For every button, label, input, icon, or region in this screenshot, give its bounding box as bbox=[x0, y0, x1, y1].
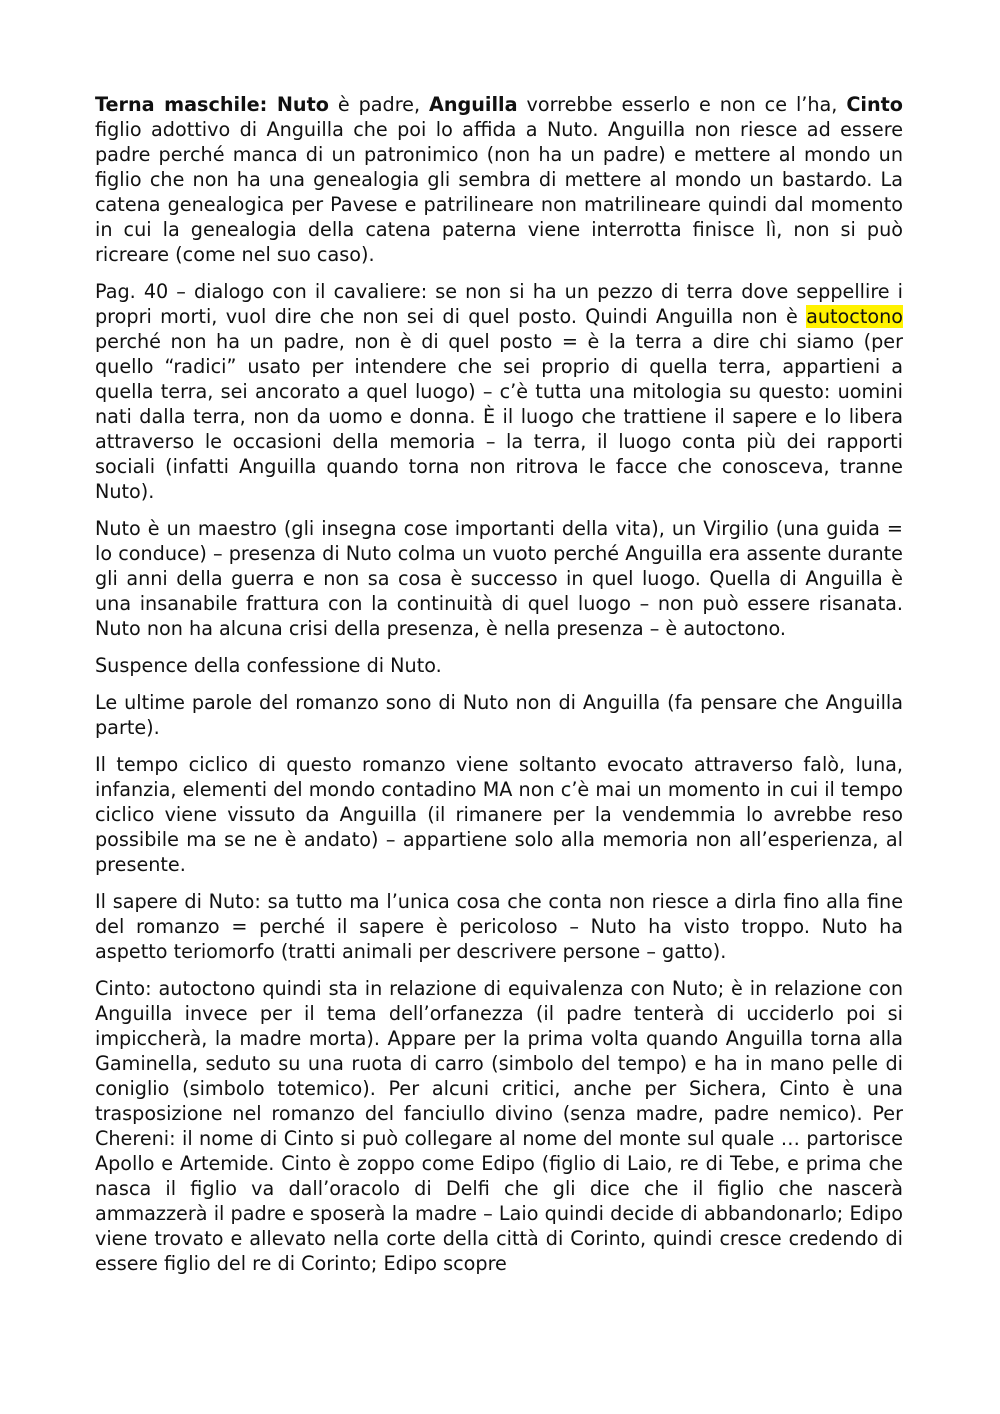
document-page bbox=[95, 92, 903, 1288]
body-text: vorrebbe esserlo e non ce l’ha, bbox=[517, 93, 847, 116]
paragraph-sapere-nuto bbox=[95, 889, 903, 964]
paragraph-tempo-ciclico bbox=[95, 752, 903, 877]
paragraph-ultime-parole bbox=[95, 690, 903, 740]
body-text: Suspence della confessione di Nuto. bbox=[95, 654, 442, 677]
body-text: è padre, bbox=[328, 93, 429, 116]
paragraph-terna-maschile bbox=[95, 92, 903, 267]
body-text: Il tempo ciclico di questo romanzo viene soltanto evocato attraverso falò, luna, infanzia, elementi del mondo contadino MA non c’è mai un momento in cui il tempo ciclico viene vissuto da Anguilla (il rimanere per la vendemmia lo avrebbe reso possibile ma se ne è andato) – appartiene solo alla memoria non all’esperienza, al presente. bbox=[95, 753, 903, 876]
paragraph-pag-40 bbox=[95, 279, 903, 504]
body-text: Pag. 40 – dialogo con il cavaliere: se non si ha un pezzo di terra dove seppellire i propri morti, vuol dire che non sei di quel posto. Quindi Anguilla non è bbox=[95, 280, 903, 328]
paragraph-cinto bbox=[95, 976, 903, 1276]
bold-text: Anguilla bbox=[428, 93, 518, 116]
body-text: figlio adottivo di Anguilla che poi lo affida a Nuto. Anguilla non riesce ad essere padre perché manca di un patronimico (non ha un padre) e mettere al mondo un figlio che non ha una genealogia gli sembra di mettere al mondo un bastardo. La catena genealogica per Pavese e patrilineare non matrilineare quindi dal momento in cui la genealogia della catena paterna viene interrotta finisce lì, non si può ricreare (come nel suo caso). bbox=[95, 118, 903, 266]
bold-text: Cinto bbox=[846, 93, 903, 116]
body-text: Nuto è un maestro (gli insegna cose importanti della vita), un Virgilio (una guida = lo conduce) – presenza di Nuto colma un vuoto perché Anguilla era assente durante gli anni della guerra e non sa cosa è successo in quel luogo. Quella di Anguilla è una insanabile frattura con la continuità di quel luogo – non può essere risanata. Nuto non ha alcuna crisi della presenza, è nella presenza – è autoctono. bbox=[95, 517, 903, 640]
body-text: Cinto: autoctono quindi sta in relazione di equivalenza con Nuto; è in relazione con Anguilla invece per il tema dell’orfanezza (il padre tenterà di ucciderlo poi si impiccherà, la madre morta). Appare per la prima volta quando Anguilla torna alla Gaminella, seduto su una ruota di carro (simbolo del tempo) e ha in mano pelle di coniglio (simbolo totemico). Per alcuni critici, anche per Sichera, Cinto è una trasposizione nel romanzo del fanciullo divino (senza madre, padre nemico). Per Chereni: il nome di Cinto si può collegare al nome del monte sul quale … partorisce Apollo e Artemide. Cinto è zoppo come Edipo (figlio di Laio, re di Tebe, e prima che nasca il figlio va dall’oracolo di Delfi che gli dice che il figlio che nascerà ammazzerà il padre e sposerà la madre – Laio quindi decide di abbandonarlo; Edipo viene trovato e allevato nella corte della città di Corinto, quindi cresce credendo di essere figlio del re di Corinto; Edipo scopre bbox=[95, 977, 903, 1275]
paragraph-suspence bbox=[95, 653, 903, 678]
body-text: Il sapere di Nuto: sa tutto ma l’unica cosa che conta non riesce a dirla fino alla fine del romanzo = perché il sapere è pericoloso – Nuto ha visto troppo. Nuto ha aspetto teriomorfo (tratti animali per descrivere persone – gatto). bbox=[95, 890, 903, 963]
highlighted-text: autoctono bbox=[806, 305, 903, 328]
paragraph-nuto-maestro bbox=[95, 516, 903, 641]
body-text: Le ultime parole del romanzo sono di Nuto non di Anguilla (fa pensare che Anguilla parte). bbox=[95, 691, 903, 739]
bold-text: Terna maschile: Nuto bbox=[95, 93, 329, 116]
body-text: perché non ha un padre, non è di quel posto = è la terra a dire chi siamo (per quello “radici” usato per intendere che sei proprio di quella terra, appartieni a quella terra, sei ancorato a quel luogo) – c’è tutta una mitologia su questo: uomini nati dalla terra, non da uomo e donna. È il luogo che trattiene il sapere e lo libera attraverso le occasioni della memoria – la terra, il luogo conta più dei rapporti sociali (infatti Anguilla quando torna non ritrova le facce che conosceva, tranne Nuto). bbox=[95, 330, 903, 503]
